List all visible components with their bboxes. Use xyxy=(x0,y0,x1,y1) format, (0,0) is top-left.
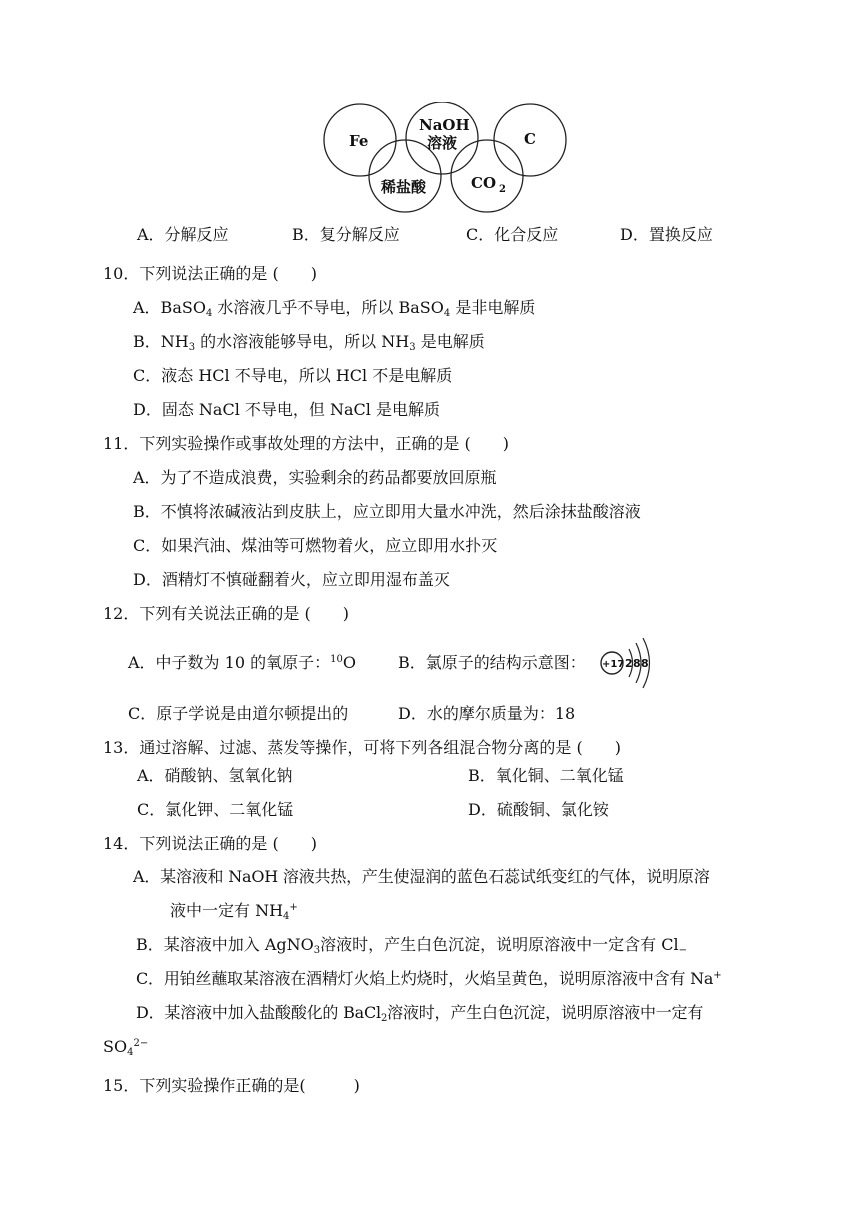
shell-1-electrons: 2 xyxy=(625,657,633,670)
q13-stem: 13．通过溶解、过滤、蒸发等操作，可将下列各组混合物分离的是 ( ) xyxy=(103,738,621,757)
q9-option-c: C．化合反应 xyxy=(466,225,559,244)
q13-option-d: D．硫酸铜、氯化铵 xyxy=(468,800,609,819)
q10-option-c: C．液态 HCl 不导电，所以 HCl 不是电解质 xyxy=(133,366,453,385)
q13-option-b: B．氧化铜、二氧化锰 xyxy=(468,766,624,785)
q14-stem: 14．下列说法正确的是 ( ) xyxy=(103,834,317,853)
q14-option-a-line2: 液中一定有 $NH_4^+$ xyxy=(170,901,298,922)
q12-option-b: B．氯原子的结构示意图： xyxy=(398,653,586,672)
q9-option-d: D．置换反应 xyxy=(620,225,713,244)
q11-option-b: B．不慎将浓碱液沾到皮肤上，应立即用大量水冲洗，然后涂抹盐酸溶液 xyxy=(133,502,641,521)
q13-option-a: A．硝酸钠、氢氧化钠 xyxy=(137,766,293,785)
label-co2: CO xyxy=(471,174,497,192)
q10-option-a: A．BaSO$_4$ 水溶液几乎不导电，所以 BaSO$_4$ 是非电解质 xyxy=(133,298,536,319)
q11-option-d: D．酒精灯不慎碰翻着火，应立即用湿布盖灭 xyxy=(133,570,450,589)
shell-3-electrons: 8 xyxy=(641,657,649,670)
q12-option-a: A．中子数为 10 的氧原子：$^{10}$O xyxy=(128,653,356,672)
q14-option-c: C．用铂丝蘸取某溶液在酒精灯火焰上灼烧时，火焰呈黄色，说明原溶液中含有 Na+ xyxy=(136,969,722,988)
q11-stem: 11．下列实验操作或事故处理的方法中，正确的是 ( ) xyxy=(103,434,509,453)
q12-stem: 12．下列有关说法正确的是 ( ) xyxy=(103,604,349,623)
q10-option-b: B．$NH_3$ 的水溶液能够导电，所以 $NH_3$ 是电解质 xyxy=(133,332,485,353)
q15-stem: 15．下列实验操作正确的是( ) xyxy=(103,1076,360,1095)
q14-option-b: B．某溶液中加入 AgNO$_3$溶液时，产生白色沉淀，说明原溶液中一定含有 $Cl_-$ xyxy=(136,935,687,956)
q11-option-c: C．如果汽油、煤油等可燃物着火，应立即用水扑灭 xyxy=(133,536,498,555)
q9-option-b: B．复分解反应 xyxy=(292,225,400,244)
label-naoh-solution: 溶液 xyxy=(427,134,458,152)
q10-stem: 10．下列说法正确的是 ( ) xyxy=(103,264,317,283)
q12-option-d: D．水的摩尔质量为：18 xyxy=(398,704,576,723)
label-naoh: NaOH xyxy=(419,116,470,134)
q12-option-c: C．原子学说是由道尔顿提出的 xyxy=(128,704,349,723)
shell-2-electrons: 8 xyxy=(633,657,641,670)
q13-option-c: C．氯化钾、二氧化锰 xyxy=(137,800,294,819)
q14-option-a-line1: A．某溶液和 NaOH 溶液共热，产生使湿润的蓝色石蕊试纸变红的气体，说明原溶 xyxy=(133,867,710,886)
q14-option-d-line2: $SO_4^{2-}$ xyxy=(103,1037,149,1058)
label-fe: Fe xyxy=(349,132,369,150)
label-hcl: 稀盐酸 xyxy=(381,178,427,196)
q14-option-d-line1: D．某溶液中加入盐酸酸化的 BaCl$_2$溶液时，产生白色沉淀，说明原溶液中一定有 xyxy=(136,1003,704,1024)
q10-option-d: D．固态 NaCl 不导电，但 NaCl 是电解质 xyxy=(133,400,440,419)
q11-option-a: A．为了不造成浪费，实验剩余的药品都要放回原瓶 xyxy=(133,468,497,487)
label-c: C xyxy=(524,130,536,148)
q9-option-a: A．分解反应 xyxy=(137,225,229,244)
nucleus-charge: +17 xyxy=(602,659,625,670)
reaction-circles-diagram xyxy=(322,102,570,214)
label-co2-sub: 2 xyxy=(499,184,506,195)
chlorine-atom-structure-diagram xyxy=(598,636,658,690)
